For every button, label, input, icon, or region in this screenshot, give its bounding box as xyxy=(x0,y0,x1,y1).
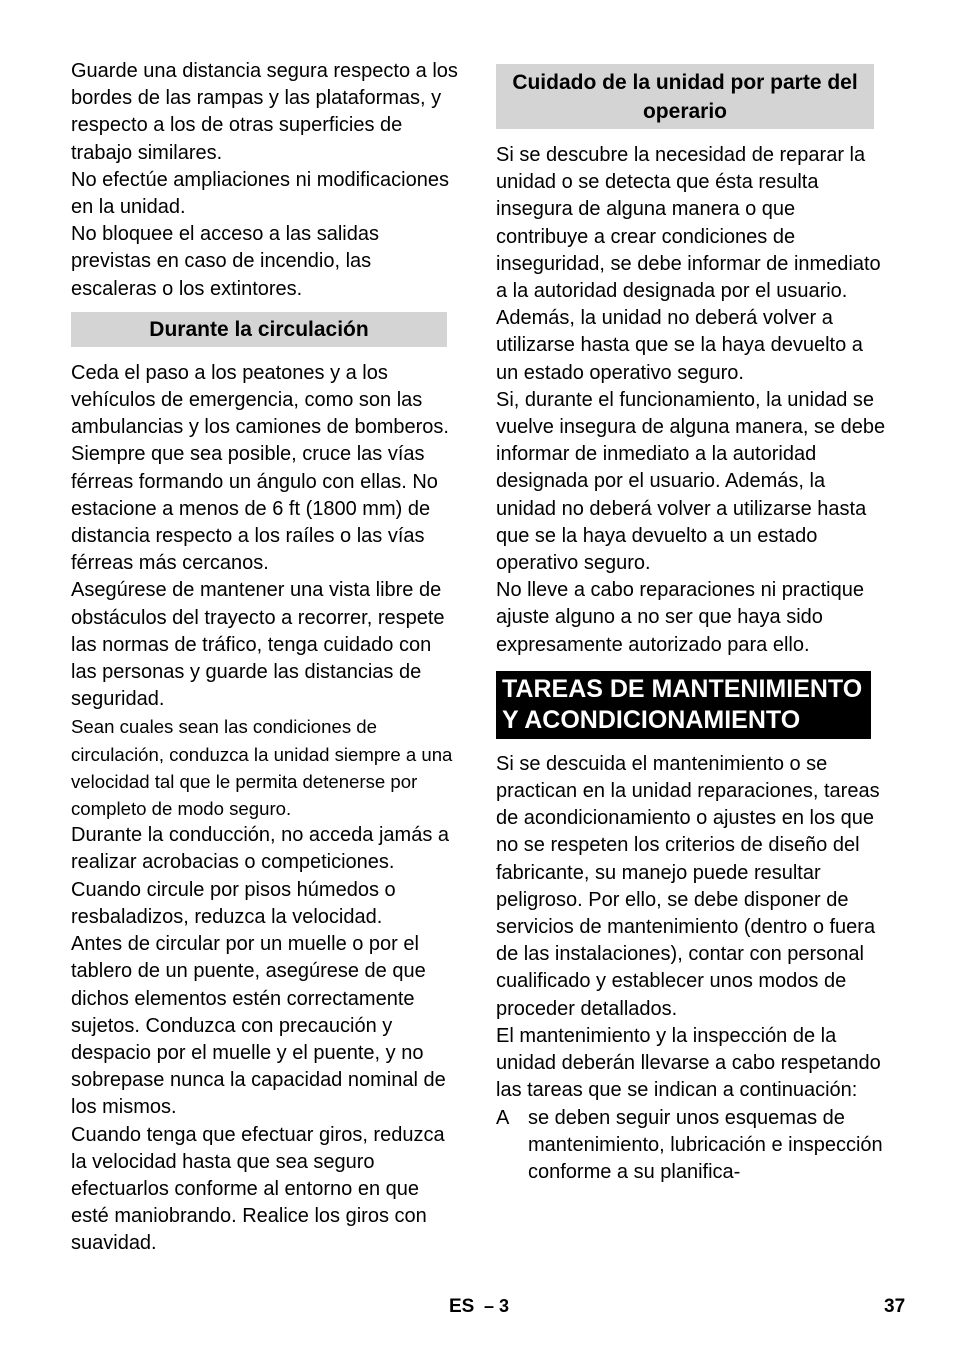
intro-paragraph-2: No efectúe ampliaciones ni modificaciones en la unidad. xyxy=(71,168,449,219)
circulation-paragraph-7: Antes de circular por un muelle o por el tablero de un puente, asegúrese de que dichos elementos estén correctamente sujetos. Conduzca con precaución y despacio por el muelle y el puente, y no sobrepase nunca la capacidad nominal de los mismos. xyxy=(71,933,446,1119)
circulation-paragraph-1: Ceda el paso a los peatones y a los vehículos de emergencia, como son las ambulancias y los camiones de bomberos. xyxy=(71,361,449,439)
intro-paragraph-1: Guarde una distancia segura respecto a los bordes de las rampas y las plataformas, y respecto a los de otras superficies de trabajo similares. xyxy=(71,60,458,164)
section-heading-operator-care: Cuidado de la unidad por parte del operario xyxy=(496,64,874,129)
circulation-paragraph-8: Cuando tenga que efectuar giros, reduzca la velocidad hasta que sea seguro efectuarlos conforme al entorno en que esté maniobrando. Realice los giros con suavidad. xyxy=(71,1123,445,1255)
footer-section-page: – 3 xyxy=(484,1296,510,1316)
maintenance-paragraph-1: Si se descuida el mantenimiento o se practican en la unidad reparaciones, tareas de acondicionamiento o ajustes en los que no se respeten los criterios de diseño del fabricante, su manejo puede resultar peligroso. Por ello, se debe disponer de servicios de mantenimiento (dentro o fuera de las instalaciones), contar con personal cualificado y establecer unos modos de proceder detallados. xyxy=(496,752,880,1020)
section-heading-circulation: Durante la circulación xyxy=(71,312,447,347)
circulation-paragraph-4: Sean cuales sean las condiciones de circulación, conduzca la unidad siempre a una velocidad tal que le permita detenerse por completo de modo seguro. xyxy=(71,716,453,820)
left-column xyxy=(71,58,461,1258)
footer-page-number: 37 xyxy=(884,1296,906,1317)
care-paragraph-1: Si se descubre la necesidad de reparar la unidad o se detecta que ésta resulta insegura de alguna manera o que contribuye a crear condiciones de inseguridad, se debe informar de inmediato a la autoridad designada por el usuario. Además, la unidad no deberá volver a utilizarse hasta que se la haya devuelto a un estado operativo seguro. xyxy=(496,144,881,384)
circulation-paragraph-6: Cuando circule por pisos húmedos o resbaladizos, reduzca la velocidad. xyxy=(71,878,396,928)
list-marker: A xyxy=(496,1106,510,1129)
circulation-paragraph-3: Asegúrese de mantener una vista libre de obstáculos del trayecto a recorrer, respete las normas de tráfico, tenga cuidado con las personas y guarde las distancias de seguridad. xyxy=(71,579,445,711)
circulation-paragraph-5: Durante la conducción, no acceda jamás a realizar acrobacias o competiciones. xyxy=(71,824,450,874)
maintenance-paragraph-2: El mantenimiento y la inspección de la unidad deberán llevarse a cabo respetando las tareas que se indican a continuación: xyxy=(496,1024,881,1102)
intro-paragraph-3: No bloquee el acceso a las salidas previstas en caso de incendio, las escaleras o los extintores. xyxy=(71,223,379,300)
care-paragraph-2: Si, durante el funcionamiento, la unidad se vuelve insegura de alguna manera, se debe informar de inmediato a la autoridad designada por el usuario. Además, la unidad no deberá volver a utilizarse hasta que se la haya devuelto a un estado operativo seguro. xyxy=(496,388,886,575)
circulation-paragraph-2: Siempre que sea posible, cruce las vías férreas formando un ángulo con ellas. No estacione a menos de 6 ft (1800 mm) de distancia respecto a los raíles o las vías férreas más cercanos. xyxy=(71,443,438,575)
main-heading-maintenance: TAREAS DE MANTENIMIENTO Y ACONDICIONAMIENTO xyxy=(496,671,871,739)
list-text: se deben seguir unos esquemas de mantenimiento, lubricación e inspección conforme a su planifica- xyxy=(528,1106,883,1183)
list-item xyxy=(496,1105,888,1187)
right-column xyxy=(496,64,888,1186)
footer-language: ES xyxy=(449,1296,475,1317)
care-paragraph-3: No lleve a cabo reparaciones ni practique ajuste alguno a no ser que haya sido expresamente autorizado para ello. xyxy=(496,579,864,656)
